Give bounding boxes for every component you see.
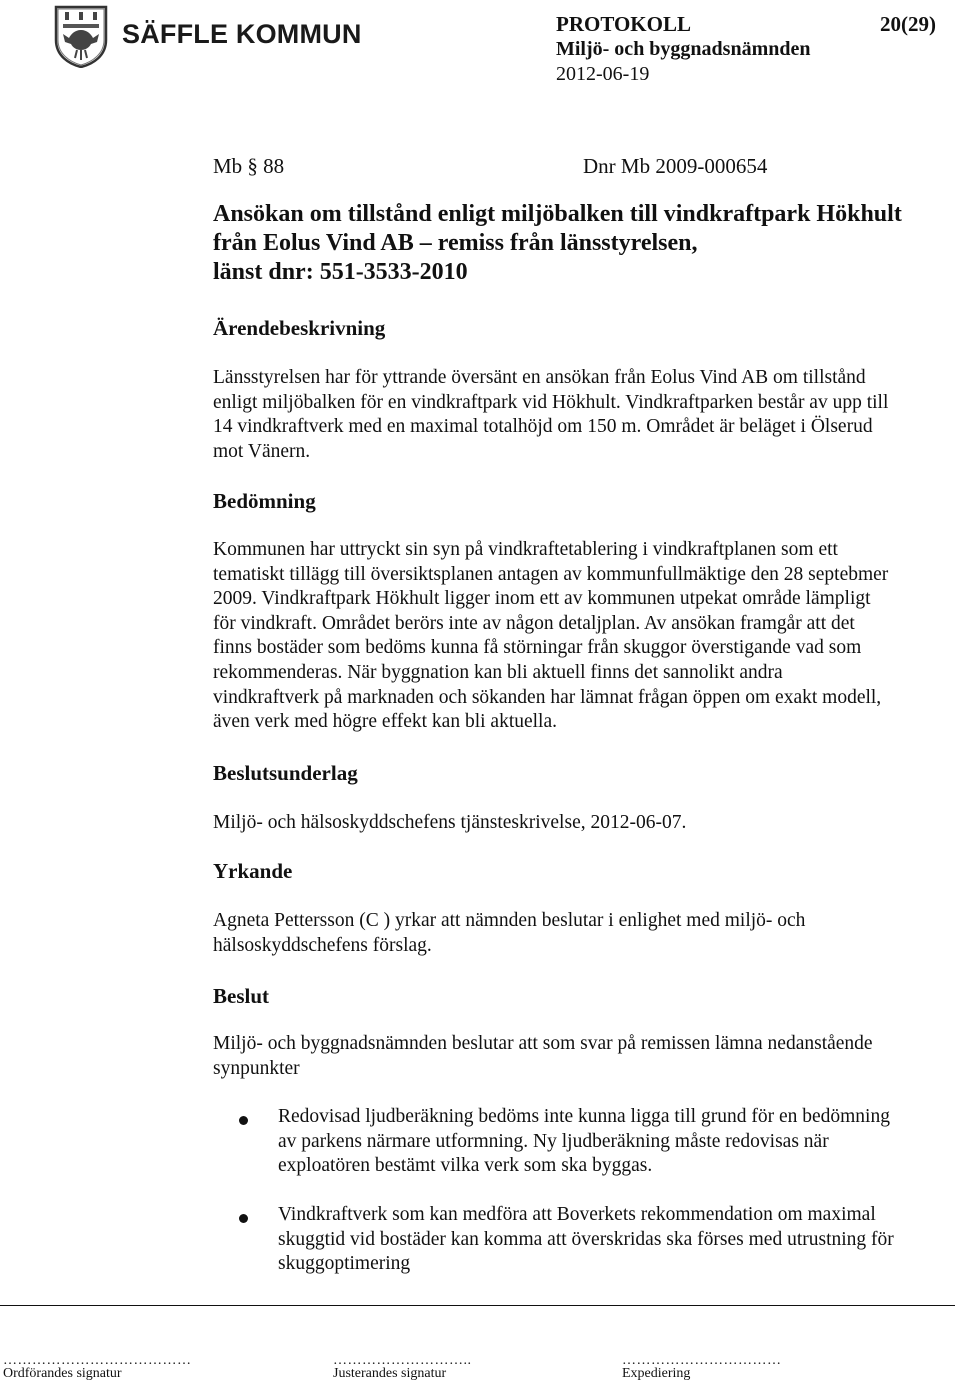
committee-name: Miljö- och byggnadsnämnden bbox=[556, 38, 811, 60]
bullet-icon bbox=[239, 1214, 248, 1223]
meeting-date: 2012-06-19 bbox=[556, 63, 650, 85]
text-line: exploatören bestämt vilka verk som ska byggas. bbox=[278, 1155, 653, 1177]
footer-divider bbox=[0, 1305, 955, 1306]
section-heading-beslutsunderlag: Beslutsunderlag bbox=[213, 761, 358, 785]
section-heading-arendebeskrivning: Ärendebeskrivning bbox=[213, 316, 386, 340]
text-line: Miljö- och hälsoskyddschefens tjänsteskrivelse, 2012-06-07. bbox=[213, 812, 687, 833]
document-type: PROTOKOLL bbox=[556, 12, 691, 36]
bullet-icon bbox=[239, 1116, 248, 1125]
text-line: enligt miljöbalken för en vindkraftpark vid Hökhult. Vindkraftparken består av upp till bbox=[213, 391, 889, 413]
text-line: Agneta Pettersson (C ) yrkar att nämnden beslutar i enlighet med miljö- och bbox=[213, 910, 806, 931]
text-line: synpunkter bbox=[213, 1057, 300, 1079]
text-line: skuggoptimering bbox=[278, 1253, 411, 1275]
signature-line-adjuster: ……………………….. bbox=[333, 1353, 472, 1368]
section-heading-bedomning: Bedömning bbox=[213, 489, 316, 513]
title-line: Ansökan om tillstånd enligt miljöbalken till vindkraftpark Hökhult bbox=[213, 201, 902, 227]
title-line: länst dnr: 551-3533-2010 bbox=[213, 259, 468, 285]
text-line: Redovisad ljudberäkning bedöms inte kunna ligga till grund för en bedömning bbox=[278, 1106, 890, 1127]
signature-label-dispatch: Expediering bbox=[622, 1366, 691, 1381]
text-line: finns bostäder som bedöms kunna få störningar från skuggor överstigande vad som bbox=[213, 637, 862, 659]
text-line: hälsoskyddschefens förslag. bbox=[213, 934, 432, 956]
text-line: för vindkraft. Området berörs inte av någon detaljplan. Av ansökan framgår att det bbox=[213, 612, 855, 634]
title-line: från Eolus Vind AB – remiss från länsstyrelsen, bbox=[213, 230, 698, 256]
text-line: Miljö- och byggnadsnämnden beslutar att som svar på remissen lämna nedanstående bbox=[213, 1033, 873, 1054]
section-heading-yrkande: Yrkande bbox=[213, 859, 293, 883]
page-number: 20(29) bbox=[880, 12, 936, 36]
decision-bullet-list bbox=[213, 0, 953, 1300]
municipal-crest-icon bbox=[53, 4, 109, 68]
text-line: rekommenderas. När byggnation kan bli aktuell finns det sannolikt andra bbox=[213, 661, 783, 683]
text-line: Vindkraftverk som kan medföra att Boverkets rekommendation om maximal bbox=[278, 1204, 876, 1225]
section-heading-beslut: Beslut bbox=[213, 984, 270, 1008]
signature-line-chair: ………………………………… bbox=[3, 1353, 192, 1368]
text-line: även verk med högre effekt kan bli aktuella. bbox=[213, 711, 558, 733]
text-line: tematiskt tillägg till översiktsplanen antagen av kommunfullmäktige den 28 septebmer bbox=[213, 563, 889, 585]
municipality-name: SÄFFLE KOMMUN bbox=[122, 19, 362, 49]
text-line: av parkens närmare utformning. Ny ljudberäkning måste redovisas när bbox=[278, 1130, 829, 1152]
signature-label-chair: Ordförandes signatur bbox=[3, 1366, 122, 1381]
text-line: 14 vindkraftverk med en maximal totalhöjd om 150 m. Området är beläget i Ölserud bbox=[213, 416, 873, 438]
case-number: Mb § 88 bbox=[213, 154, 285, 178]
text-line: 2009. Vindkraftpark Hökhult ligger inom ett av kommunen utpekat område lämpligt bbox=[213, 588, 871, 610]
text-line: mot Vänern. bbox=[213, 440, 311, 462]
text-line: Länsstyrelsen har för yttrande översänt en ansökan från Eolus Vind AB om tillstånd bbox=[213, 367, 866, 388]
text-line: vindkraftverk på marknaden och sökanden har lämnat frågan öppen om exakt modell, bbox=[213, 686, 882, 708]
text-line: Kommunen har uttryckt sin syn på vindkraftetablering i vindkraftplanen som ett bbox=[213, 539, 838, 560]
signature-label-adjuster: Justerandes signatur bbox=[333, 1366, 447, 1381]
registration-number: Dnr Mb 2009-000654 bbox=[583, 154, 768, 178]
text-line: skuggtid vid bostäder kan komma att överskridas ska förses med utrustning för bbox=[278, 1228, 894, 1250]
signature-line-dispatch: …………………………… bbox=[622, 1353, 782, 1368]
